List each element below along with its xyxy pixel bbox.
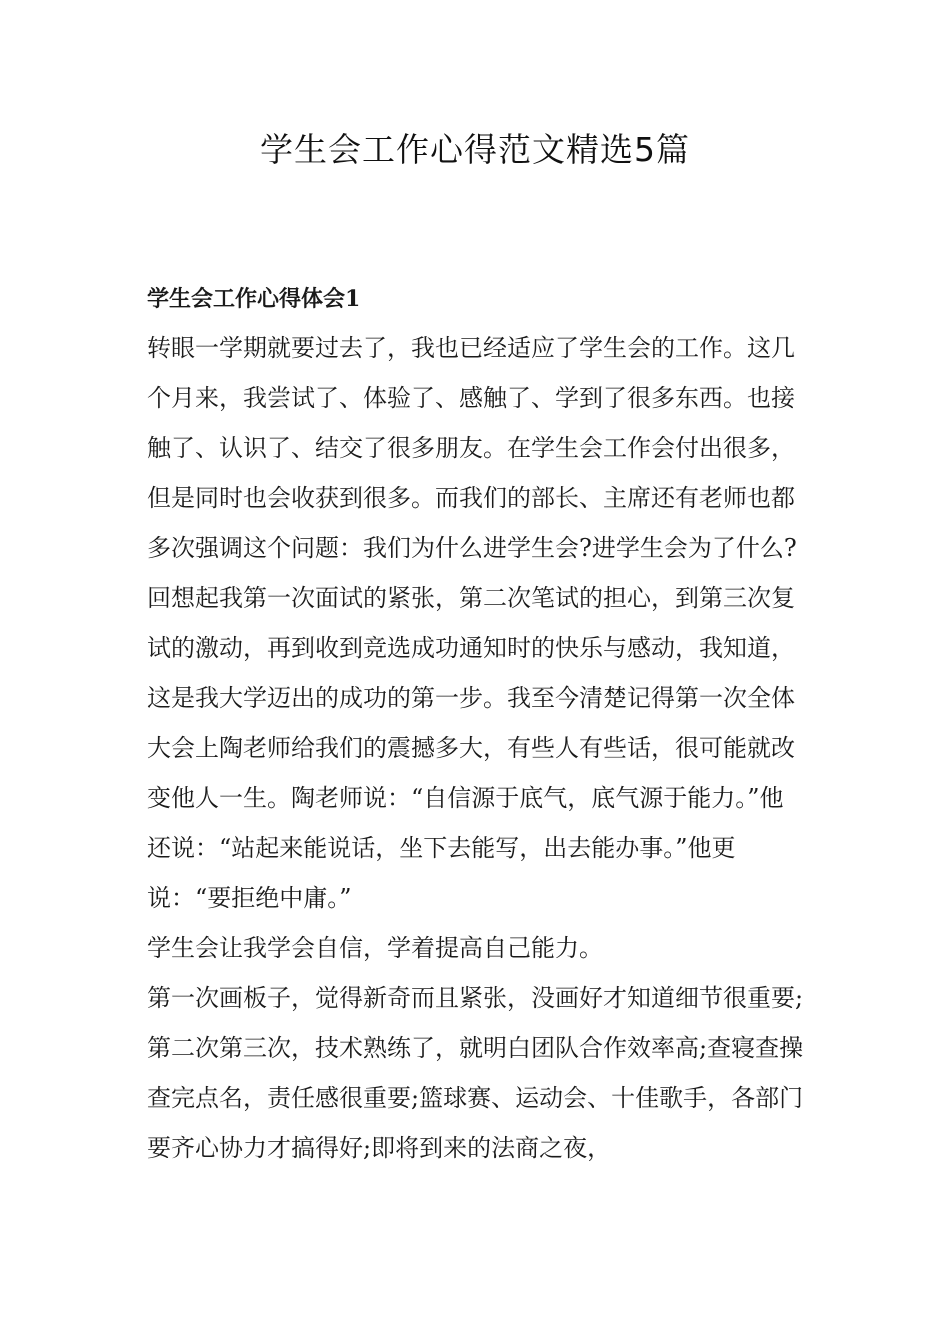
paragraph-3: 学生会让我学会自信，学着提高自己能力。 [147, 934, 603, 962]
section-heading: 学生会工作心得体会1 [147, 286, 361, 312]
document-body [147, 323, 807, 1173]
paragraph-1: 转眼一学期就要过去了，我也已经适应了学生会的工作。这几个月来，我尝试了、体验了、感触了、学到了很多东西。也接触了、认识了、结交了很多朋友。在学生会工作会付出很多，但是同时也会收获到很多。而我们的部长、主席还有老师也都多次强调这个问题：我们为什么进学生会?进学生会为了什么? [147, 334, 797, 562]
document-title: 学生会工作心得范文精选5篇 [260, 130, 690, 169]
paragraph-4: 第一次画板子，觉得新奇而且紧张，没画好才知道细节很重要;第二次第三次，技术熟练了，就明白团队合作效率高;查寝查操查完点名，责任感很重要;篮球赛、运动会、十佳歌手，各部门要齐心协力才搞得好;即将到来的法商之夜， [147, 984, 804, 1162]
paragraph-2: 回想起我第一次面试的紧张，第二次笔试的担心，到第三次复试的激动，再到收到竞选成功通知时的快乐与感动，我知道，这是我大学迈出的成功的第一步。我至今清楚记得第一次全体大会上陶老师给我们的震撼多大，有些人有些话，很可能就改变他人一生。陶老师说：“自信源于底气，底气源于能力。”他还说：“站起来能说话，坐下去能写，出去能办事。”他更说：“要拒绝中庸。” [147, 584, 795, 912]
